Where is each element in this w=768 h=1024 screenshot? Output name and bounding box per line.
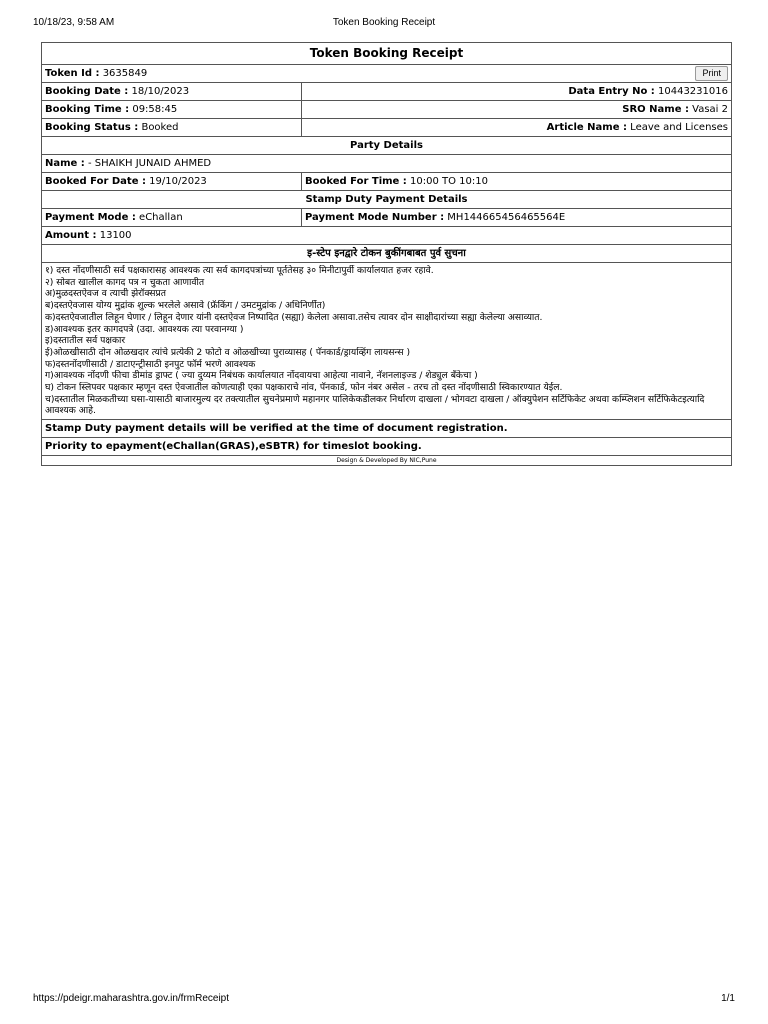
payment-mode-label: Payment Mode : xyxy=(45,212,136,223)
booking-time-label: Booking Time : xyxy=(45,104,130,115)
page-url: https://pdeigr.maharashtra.gov.in/frmReceipt xyxy=(33,993,230,1004)
data-entry-no-value: 10443231016 xyxy=(658,86,728,97)
booked-for-time-label: Booked For Time : xyxy=(305,176,407,187)
page-number: 1/1 xyxy=(721,993,735,1004)
receipt-title: Token Booking Receipt xyxy=(42,43,732,65)
instructions-heading: इ-स्टेप इनद्वारे टोकन बुकींगबाबत पुर्व सुचना xyxy=(42,245,732,263)
print-button[interactable]: Print xyxy=(695,66,728,81)
developer-credit: Design & Developed By NIC,Pune xyxy=(42,456,732,466)
instruction-item: २) सोबत खालील कागद पत्र न चुकता आणावीत xyxy=(45,276,205,288)
amount-label: Amount : xyxy=(45,230,97,241)
amount-value: 13100 xyxy=(99,230,132,241)
article-name-label: Article Name : xyxy=(546,122,627,133)
print-header xyxy=(33,17,735,31)
instruction-item: इ)दस्तातील सर्व पक्षकार xyxy=(45,335,126,347)
booked-for-time-cell xyxy=(302,173,732,191)
booked-for-date-value: 19/10/2023 xyxy=(149,176,207,187)
booking-date-cell xyxy=(42,83,302,101)
booking-date-value: 18/10/2023 xyxy=(131,86,190,97)
instruction-item: ई)ओळखीसाठी दोन ओळखदार त्यांचे प्रत्येकी 2 फोटो व ओळखीच्या पुराव्यासह ( पॅनकार्ड/ड्रायव्हिंग लायसन्स ) xyxy=(45,346,411,358)
payment-mode-number-value: MH144665456465564E xyxy=(447,212,566,223)
instruction-item: ड)आवश्यक इतर कागदपत्रे (उदा. आवश्यक त्या परवानग्या ) xyxy=(45,323,244,335)
booking-date-label: Booking Date : xyxy=(45,86,129,97)
sro-name-value: Vasai 2 xyxy=(692,104,728,115)
party-name-label: Name : xyxy=(45,158,85,169)
token-id-value: 3635849 xyxy=(102,67,148,79)
verification-note: Stamp Duty payment details will be verified at the time of document registration. xyxy=(42,420,732,438)
booking-status-label: Booking Status : xyxy=(45,122,139,133)
print-datetime: 10/18/23, 9:58 AM xyxy=(33,17,115,28)
booked-for-date-label: Booked For Date : xyxy=(45,176,146,187)
print-footer xyxy=(33,993,735,1007)
instruction-item: च)दस्तातील मिळकतीच्या घसा-यासाठी बाजारमुल्य दर तक्त्यातील सुचनेप्रमाणे महानगर पालिकेकडीलकर निर्धारण दाखला / भोगवटा दाखला / ऑक्युपेशन सर्टिफिकेट अथवा कम्प्लिशन सर्टिफिकेटइत्यादि आवश्यक आहे. xyxy=(45,393,705,417)
token-id-label: Token Id : xyxy=(45,67,100,79)
instruction-item: ब)दस्तऐवजास योग्य मुद्रांक शुल्क भरलेले असावे (फ्रॅकिंग / उमटमुद्रांक / अधिनिर्णीत) xyxy=(45,300,326,312)
print-page-title: Token Booking Receipt xyxy=(332,17,436,28)
booked-for-time-value: 10:00 TO 10:10 xyxy=(410,176,488,187)
booking-status-cell xyxy=(42,119,302,137)
instructions-list xyxy=(42,263,732,420)
instruction-item: ग)आवश्यक नोंदणी फीचा डीमांड ड्राफ्ट ( ज्या दुय्यम निबंधक कार्यालयात नोंदवायचा आहेत्या नावाने, नॅशनलाइज्ड / शेड्युल बँकेचा ) xyxy=(45,370,478,382)
article-name-value: Leave and Licenses xyxy=(630,122,728,133)
payment-mode-number-cell xyxy=(302,209,732,227)
payment-mode-value: eChallan xyxy=(139,212,183,223)
token-receipt-table xyxy=(41,42,732,466)
instruction-item: १) दस्त नोंदणीसाठी सर्व पक्षकारासह आवश्यक त्या सर्व कागदपत्रांच्या पूर्ततेसह ३० मिनीटापुर्वी कार्यालयात हजर रहावे. xyxy=(45,265,434,276)
stamp-duty-heading: Stamp Duty Payment Details xyxy=(42,191,732,209)
amount-row xyxy=(42,227,732,245)
party-name-row xyxy=(42,155,732,173)
article-name-cell xyxy=(302,119,732,137)
token-id-row xyxy=(42,65,732,83)
payment-mode-cell xyxy=(42,209,302,227)
instruction-item: घ) टोकन स्लिपवर पक्षकार म्हणून दस्त ऐवजातील कोणत्याही एका पक्षकाराचे नांव, पॅनकार्ड, फोन नंबर असेल - तरच तो दस्त नोंदणीसाठी स्विकारण्यात येईल. xyxy=(45,382,563,394)
booking-time-value: 09:58:45 xyxy=(132,104,178,115)
party-details-heading: Party Details xyxy=(42,137,732,155)
booking-status-value: Booked xyxy=(141,122,179,133)
payment-mode-number-label: Payment Mode Number : xyxy=(305,212,445,223)
party-name-value: - SHAIKH JUNAID AHMED xyxy=(88,158,212,169)
instruction-item: अ)मुळदस्तऐवज व त्याची झेरॉक्सप्रत xyxy=(45,288,166,300)
data-entry-no-cell xyxy=(302,83,732,101)
sro-name-cell xyxy=(302,101,732,119)
data-entry-no-label: Data Entry No : xyxy=(568,86,655,97)
sro-name-label: SRO Name : xyxy=(622,104,689,115)
instruction-item: फ)दस्तनोंदणीसाठी / डाटाएन्ट्रीसाठी इनपुट फॉर्म भरणे आवश्यक xyxy=(45,358,256,370)
booking-time-cell xyxy=(42,101,302,119)
priority-note: Priority to epayment(eChallan(GRAS),eSBTR) for timeslot booking. xyxy=(42,438,732,456)
booked-for-date-cell xyxy=(42,173,302,191)
instruction-item: क)दस्तऐवजातील लिहून घेणार / लिहून देणार यांनी दस्तऐवज निष्पादित (सह्या) केलेला असावा.तसेच त्यावर दोन साक्षीदारांच्या सह्या केलेल्या असाव्यात. xyxy=(45,311,543,323)
